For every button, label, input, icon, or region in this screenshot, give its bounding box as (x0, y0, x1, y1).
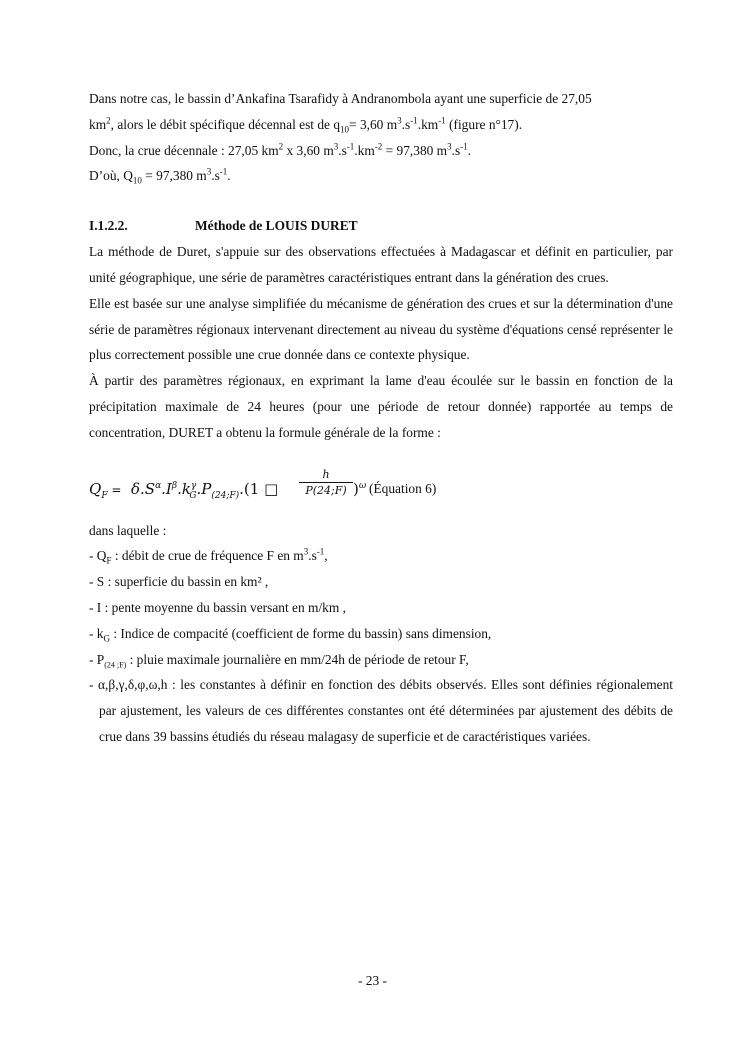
section-title: Méthode de LOUIS DURET (195, 218, 358, 234)
paragraph-3: À partir des paramètres régionaux, en exprimant la lame d'eau écoulée sur le bassin en fonction de la précipitation maximale de 24 heures (pour une période de retour donnée) rapportée au temps de concentration, DURET a obtenu la formule générale de la forme : (89, 373, 673, 440)
equation-rhs: $\delta.S^\alpha.I^\beta.k^\gamma_G.P_{(24;F)}.(1$ □ (131, 479, 279, 501)
equation-fraction: h P(24;F) (299, 468, 353, 497)
parameter-list (89, 543, 673, 749)
intro-line-2: $km^2$, alors le débit spécifique décennal est de $q_{10}= 3,60$ $m^3.s^{-1}.km^{-1}$ (figure n°17). (89, 115, 523, 135)
param-p: - $P_{(24 ;F)}$ : pluie maximale journalière en mm/24h de période de retour F, (89, 651, 469, 670)
section-number: I.1.2.2. (89, 218, 128, 234)
section-heading (89, 213, 673, 239)
param-s: - S : superficie du bassin en km² , (89, 574, 269, 590)
intro-line-1: Dans notre cas, le bassin d’Ankafina Tsarafidy à Andranombola ayant une superficie de 27,05 (89, 91, 592, 106)
intro-line-3: Donc, la crue décennale : 27,05 $km^2$ x 3,60 $m^3.s^{-1}.km^{-2} = 97,380$ $m^3.s^{-1}$. (89, 141, 472, 158)
missing-glyph-icon: □ (264, 479, 279, 498)
intro-line-4: D’où, $Q_{10} = 97,380$ $m^3.s^{-1}$. (89, 166, 231, 187)
page-number: - 23 - (357, 973, 387, 988)
param-i: - I : pente moyenne du bassin versant en m/km , (89, 599, 346, 615)
equation-label: (Équation 6) (369, 480, 437, 496)
equation-close: )$^\omega$ (353, 479, 367, 498)
dans-laquelle: dans laquelle : (89, 522, 167, 538)
equation-lhs: $Q_F$ = (89, 479, 122, 501)
param-qf: - $Q_F$ : débit de crue de fréquence F en $m^3.s^{-1}$, (89, 546, 328, 567)
page-body (89, 86, 673, 750)
paragraph-1: La méthode de Duret, s'appuie sur des observations effectuées à Madagascar et définit en particulier, par unité géographique, une série de paramètres caractéristiques entrant dans la génération des crues. (89, 244, 673, 285)
param-constants: - α,β,γ,δ,φ,ω,h : les constantes à définir en fonction des débits observés. Elles sont définies régionalement par ajustement, les valeurs de ces différentes constantes ont été déterminées par ajustement des débits de crue dans 39 bassins étudiés du réseau malagasy de superficie et de caractéristiques variées. (89, 677, 673, 744)
paragraph-2: Elle est basée sur une analyse simplifiée du mécanisme de génération des crues et sur la détermination d'une série de paramètres régionaux intervenant directement au niveau du système d'équations censé représenter le plus correctement possible une crue donnée dans ce contexte physique. (89, 295, 673, 363)
param-kg: - $k_G$ : Indice de compacité (coefficient de forme du bassin) sans dimension, (89, 625, 492, 644)
equation-6 (89, 467, 673, 518)
